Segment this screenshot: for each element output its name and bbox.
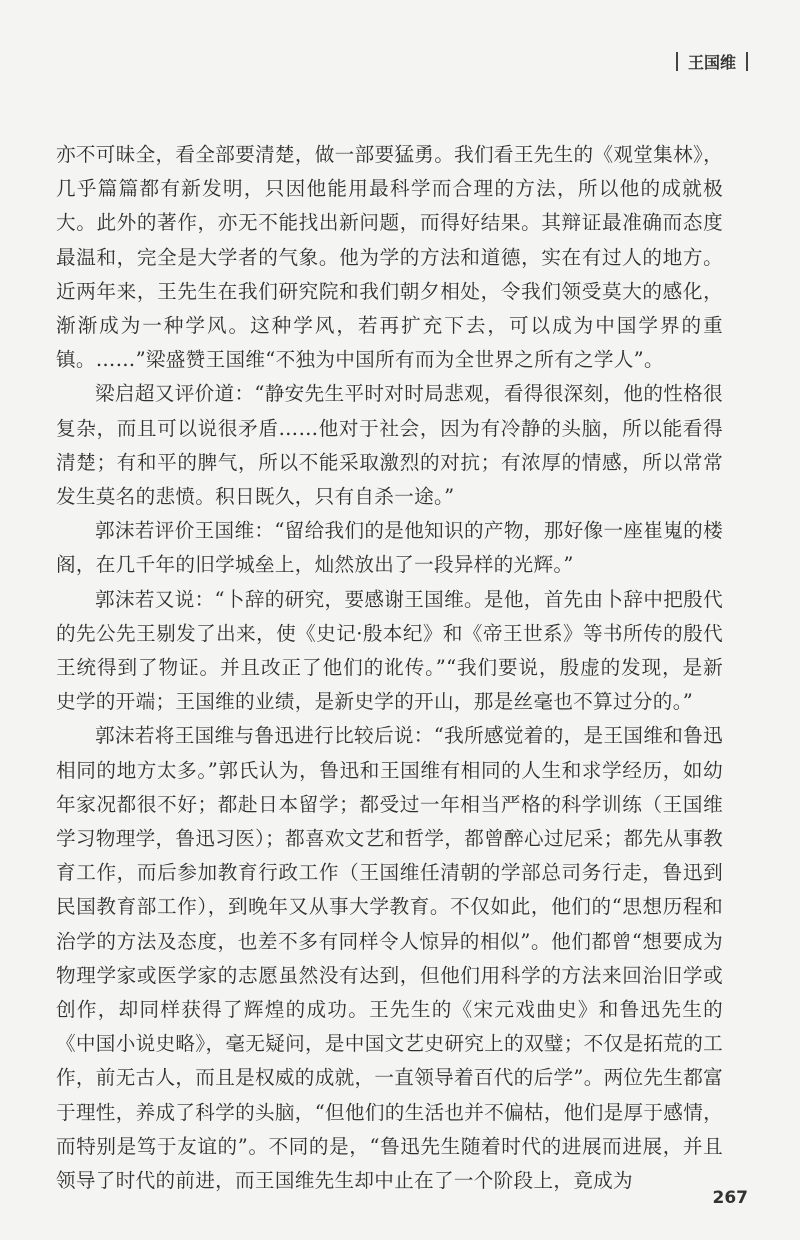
header-title: 王国维 <box>687 53 736 72</box>
header-left-divider <box>676 52 678 71</box>
paragraph: 郭沫若将王国维与鲁迅进行比较后说：“我所感觉着的，是王国维和鲁迅相同的地方太多。”郭氏认为，鲁迅和王国维有相同的人生和求学经历，如幼年家况都很不好；都赴日本留学；都受过一年相当严格的科学训练（王国维学习物理学，鲁迅习医）；都喜欢文艺和哲学，都曾醉心过尼采；都先从事教育工作，而后参加教育行政工作（王国维任清朝的学部总司务行走，鲁迅到民国教育部工作），到晚年又从事大学教育。不仅如此，他们的“思想历程和治学的方法及态度，也差不多有同样令人惊异的相似”。他们都曾“想要成为物理学家或医学家的志愿虽然没有达到，但他们用科学的方法来回治旧学或创作，却同样获得了辉煌的成功。王先生的《宋元戏曲史》和鲁迅先生的《中国小说史略》，毫无疑问，是中国文艺史研究上的双璧；不仅是拓荒的工作，前无古人，而且是权威的成就，一直领导着百代的后学”。两位先生都富于理性，养成了科学的头脑，“但他们的生活也并不偏枯，他们是厚于感情，而特别是笃于友谊的”。不同的是，“鲁迅先生随着时代的进展而进展，并且领导了时代的前进，而王国维先生却中止在了一个阶段上，竟成为 <box>56 724 723 1193</box>
page-number: 267 <box>712 1188 748 1208</box>
paragraph: 梁启超又评价道：“静安先生平时对时局悲观，看得很深刻，他的性格很复杂，而且可以说很矛盾……他对于社会，因为有冷静的头脑，所以能看得清楚；有和平的脾气，所以不能采取激烈的对抗；有浓厚的情感，所以常常发生莫名的悲愤。积日既久，只有自杀一途。” <box>56 382 723 509</box>
paragraph: 郭沫若又说：“卜辞的研究，要感谢王国维。是他，首先由卜辞中把殷代的先公先王剔发了出来，使《史记·殷本纪》和《帝王世系》等书所传的殷代王统得到了物证。并且改正了他们的讹传。”“我们要说，殷虚的发现，是新史学的开端；王国维的业绩，是新史学的开山，那是丝毫也不算过分的。” <box>56 587 723 714</box>
header-right-divider <box>746 52 748 71</box>
paragraph: 郭沫若评价王国维：“留给我们的是他知识的产物，那好像一座崔嵬的楼阁，在几千年的旧学城垒上，灿然放出了一段异样的光辉。” <box>56 519 723 577</box>
paragraph: 亦不可昧全，看全部要清楚，做一部要猛勇。我们看王先生的《观堂集林》，几乎篇篇都有新发明，只因他能用最科学而合理的方法，所以他的成就极大。此外的著作，亦无不能找出新问题，而得好结果。其辩证最准确而态度最温和，完全是大学者的气象。他为学的方法和道德，实在有过人的地方。近两年来，王先生在我们研究院和我们朝夕相处，令我们领受莫大的感化，渐渐成为一种学风。这种学风，若再扩充下去，可以成为中国学界的重镇。……”梁盛赞王国维“不独为中国所有而为全世界之所有之学人”。 <box>56 143 723 372</box>
body-text <box>56 138 723 1198</box>
running-header <box>676 50 748 73</box>
